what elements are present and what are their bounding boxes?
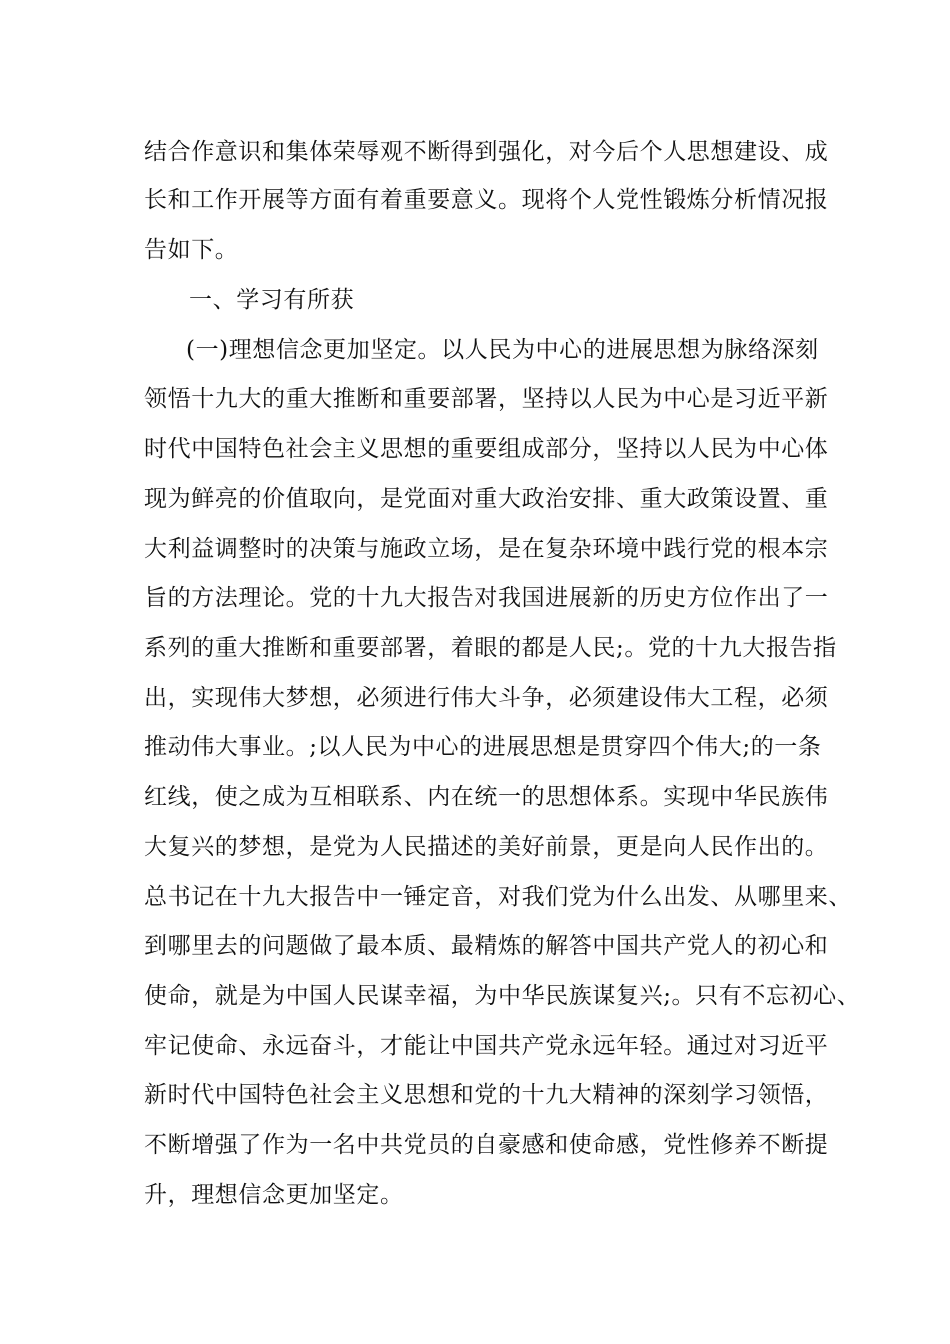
body-text-line: 结合作意识和集体荣辱观不断得到强化，对今后个人思想建设、成 xyxy=(144,139,829,165)
body-text-line: 现为鲜亮的价值取向，是党面对重大政治安排、重大政策设置、重 xyxy=(144,486,829,512)
body-text-line: 牢记使命、永远奋斗，才能让中国共产党永远年轻。通过对习近平 xyxy=(144,1033,829,1059)
body-text-line: 使命，就是为中国人民谋幸福，为中华民族谋复兴;。只有不忘初心、 xyxy=(144,983,861,1009)
body-text-line: 不断增强了作为一名中共党员的自豪感和使命感，党性修养不断提 xyxy=(144,1132,829,1158)
body-text-line: 大利益调整时的决策与施政立场，是在复杂环境中践行党的根本宗 xyxy=(144,536,829,562)
paragraph-start-line: (一)理想信念更加坚定。以人民为中心的进展思想为脉络深刻 xyxy=(186,337,819,363)
body-text-line: 告如下。 xyxy=(144,237,239,263)
body-text-line: 时代中国特色社会主义思想的重要组成部分，坚持以人民为中心体 xyxy=(144,436,829,462)
body-text-line: 到哪里去的问题做了最本质、最精炼的解答中国共产党人的初心和 xyxy=(144,933,829,959)
section-heading: 一、学习有所获 xyxy=(189,287,355,313)
body-text-line: 红线，使之成为互相联系、内在统一的思想体系。实现中华民族伟 xyxy=(144,784,829,810)
body-text-line: 长和工作开展等方面有着重要意义。现将个人党性锻炼分析情况报 xyxy=(144,187,829,213)
body-text-line: 大复兴的梦想，是党为人民描述的美好前景，更是向人民作出的。 xyxy=(144,834,829,860)
body-text-line: 总书记在十九大报告中一锤定音，对我们党为什么出发、从哪里来、 xyxy=(144,884,852,910)
body-text-line: 领悟十九大的重大推断和重要部署，坚持以人民为中心是习近平新 xyxy=(144,386,829,412)
body-text-line: 推动伟大事业。;以人民为中心的进展思想是贯穿四个伟大;的一条 xyxy=(144,734,822,760)
body-text-line: 升，理想信念更加坚定。 xyxy=(144,1182,404,1208)
body-text-line: 系列的重大推断和重要部署，着眼的都是人民;。党的十九大报告指 xyxy=(144,635,837,661)
body-text-line: 新时代中国特色社会主义思想和党的十九大精神的深刻学习领悟， xyxy=(144,1082,829,1108)
body-text-line: 旨的方法理论。党的十九大报告对我国进展新的历史方位作出了一 xyxy=(144,585,829,611)
body-text-line: 出，实现伟大梦想，必须进行伟大斗争，必须建设伟大工程，必须 xyxy=(144,685,829,711)
